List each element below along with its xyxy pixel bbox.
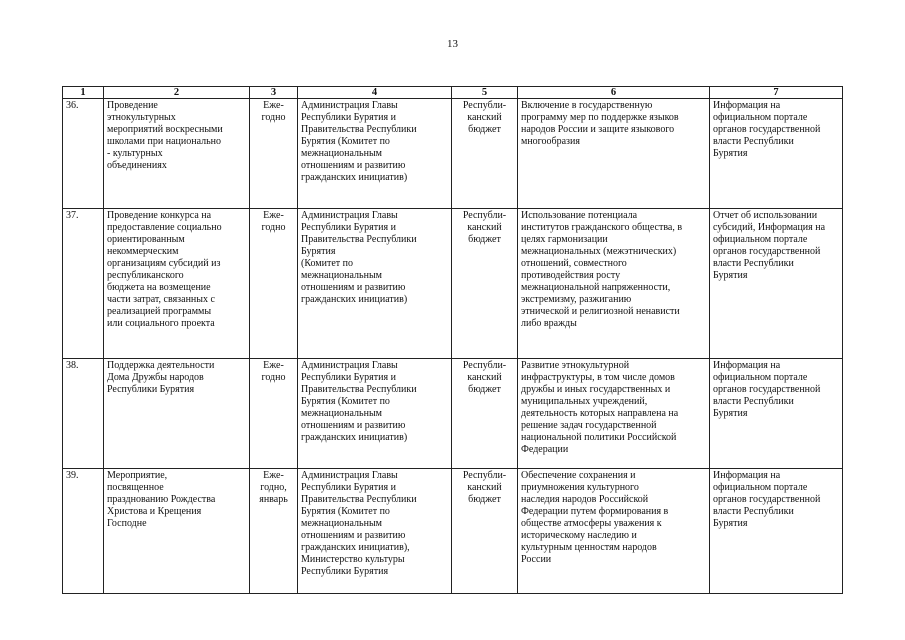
events-table <box>62 86 843 594</box>
column-header: 7 <box>710 87 843 99</box>
table-row <box>63 209 843 359</box>
event-cell: Проведение конкурса на предоставление социально ориентированным некоммерческим организациям субсидий из республиканского бюджета на возмещение части затрат, связанных с реализацией программы или социального проекта <box>104 209 250 359</box>
column-header: 4 <box>298 87 452 99</box>
column-header: 1 <box>63 87 104 99</box>
funding-cell: Республи- канский бюджет <box>452 209 518 359</box>
funding-cell: Республи- канский бюджет <box>452 469 518 594</box>
table-row <box>63 469 843 594</box>
report-cell: Информация на официальном портале органов государственной власти Республики Бурятия <box>710 359 843 469</box>
event-cell: Мероприятие, посвященное празднованию Рождества Христова и Крещения Господне <box>104 469 250 594</box>
result-cell: Использование потенциала институтов гражданского общества, в целях гармонизации межнациональных (межэтнических) отношений, совместного противодействия росту межнациональной напряженности, экстремизму, разжиганию этнической и религиозной ненависти либо вражды <box>518 209 710 359</box>
period-cell: Еже- годно, январь <box>250 469 298 594</box>
executor-cell: Администрация Главы Республики Бурятия и Правительства Республики Бурятия (Комитет по межнациональным отношениям и развитию гражданских инициатив) <box>298 359 452 469</box>
column-header: 3 <box>250 87 298 99</box>
table-row <box>63 99 843 209</box>
result-cell: Обеспечение сохранения и приумножения культурного наследия народов Российской Федерации путем формирования в обществе атмосферы уважения к историческому наследию и культурным ценностям народов России <box>518 469 710 594</box>
period-cell: Еже- годно <box>250 209 298 359</box>
executor-cell: Администрация Главы Республики Бурятия и Правительства Республики Бурятия (Комитет по межнациональным отношениям и развитию гражданских инициатив), Министерство культуры Республики Бурятия <box>298 469 452 594</box>
report-cell: Информация на официальном портале органов государственной власти Республики Бурятия <box>710 99 843 209</box>
table-row <box>63 359 843 469</box>
funding-cell: Республи- канский бюджет <box>452 99 518 209</box>
row-number: 37. <box>63 209 104 359</box>
column-header: 2 <box>104 87 250 99</box>
event-cell: Проведение этнокультурных мероприятий воскресными школами при национально - культурных объединениях <box>104 99 250 209</box>
funding-cell: Республи- канский бюджет <box>452 359 518 469</box>
report-cell: Информация на официальном портале органов государственной власти Республики Бурятия <box>710 469 843 594</box>
period-cell: Еже- годно <box>250 359 298 469</box>
result-cell: Включение в государственную программу мер по поддержке языков народов России и защите языкового многообразия <box>518 99 710 209</box>
executor-cell: Администрация Главы Республики Бурятия и Правительства Республики Бурятия (Комитет по межнациональным отношениям и развитию гражданских инициатив) <box>298 209 452 359</box>
result-cell: Развитие этнокультурной инфраструктуры, в том числе домов дружбы и иных государственных и муниципальных учреждений, деятельность которых направлена на решение задач государственной национальной политики Российской Федерации <box>518 359 710 469</box>
header-row <box>63 87 843 99</box>
executor-cell: Администрация Главы Республики Бурятия и Правительства Республики Бурятия (Комитет по межнациональным отношениям и развитию гражданских инициатив) <box>298 99 452 209</box>
event-cell: Поддержка деятельности Дома Дружбы народов Республики Бурятия <box>104 359 250 469</box>
period-cell: Еже- годно <box>250 99 298 209</box>
row-number: 36. <box>63 99 104 209</box>
page-number: 13 <box>447 38 458 50</box>
column-header: 5 <box>452 87 518 99</box>
column-header: 6 <box>518 87 710 99</box>
row-number: 38. <box>63 359 104 469</box>
report-cell: Отчет об использовании субсидий, Информация на официальном портале органов государственной власти Республики Бурятия <box>710 209 843 359</box>
row-number: 39. <box>63 469 104 594</box>
